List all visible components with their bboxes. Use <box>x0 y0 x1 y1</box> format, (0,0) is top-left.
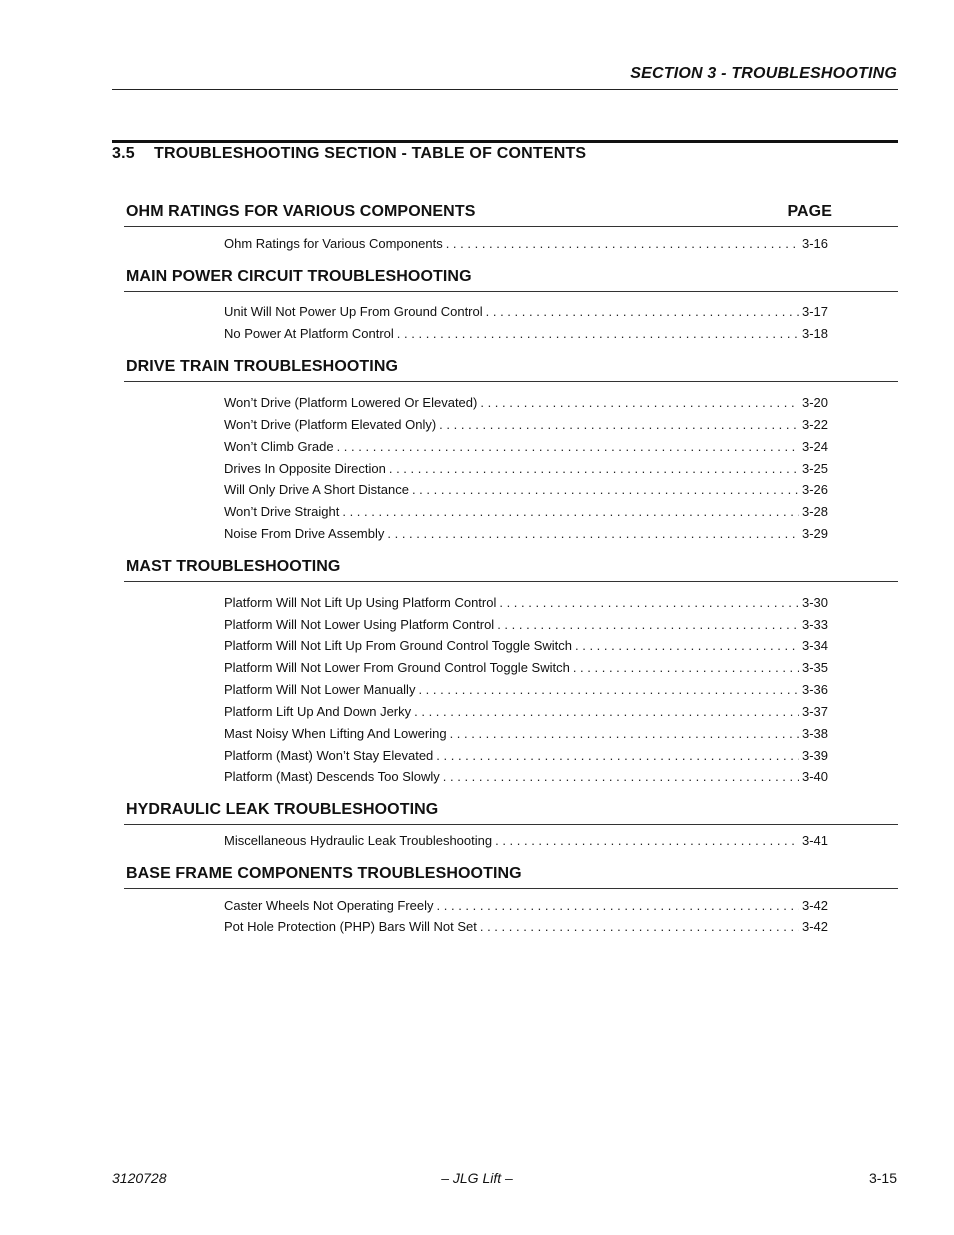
toc-entry[interactable] <box>224 461 828 476</box>
leader-dots <box>337 439 799 454</box>
leader-dots <box>575 638 799 653</box>
entry-page: 3-39 <box>801 748 828 763</box>
leader-dots <box>480 395 799 410</box>
toc-entry[interactable] <box>224 595 828 610</box>
entry-label: Platform (Mast) Descends Too Slowly <box>224 769 440 784</box>
entry-page: 3-24 <box>801 439 828 454</box>
section-number: 3.5 <box>112 145 135 162</box>
entry-page: 3-22 <box>801 417 828 432</box>
footer-page-number: 3-15 <box>868 1170 897 1186</box>
leader-dots <box>446 236 799 251</box>
entry-label: Won’t Drive (Platform Lowered Or Elevated) <box>224 395 478 410</box>
leader-dots <box>499 595 799 610</box>
entry-label: Miscellaneous Hydraulic Leak Troubleshooting <box>224 833 493 848</box>
entry-page: 3-35 <box>801 660 828 675</box>
entry-page: 3-28 <box>801 504 828 519</box>
entry-label: Platform Will Not Lift Up Using Platform Control <box>224 595 497 610</box>
group-heading-drive-train <box>126 358 832 376</box>
entry-label: No Power At Platform Control <box>224 326 394 341</box>
entry-page: 3-42 <box>801 898 828 913</box>
group-title: MAST TROUBLESHOOTING <box>126 558 341 575</box>
toc-entry[interactable] <box>224 682 828 697</box>
toc-entry[interactable] <box>224 919 828 934</box>
entry-page: 3-38 <box>801 726 828 741</box>
toc-entry[interactable] <box>224 748 828 763</box>
entry-page: 3-33 <box>801 617 828 632</box>
toc-entry[interactable] <box>224 726 828 741</box>
entry-label: Platform (Mast) Won’t Stay Elevated <box>224 748 434 763</box>
leader-dots <box>437 898 799 913</box>
toc-entry[interactable] <box>224 304 828 319</box>
group-title: DRIVE TRAIN TROUBLESHOOTING <box>126 358 399 375</box>
toc-entry[interactable] <box>224 236 828 251</box>
group-rule <box>124 888 898 889</box>
entry-label: Will Only Drive A Short Distance <box>224 482 409 497</box>
entry-label: Won’t Climb Grade <box>224 439 334 454</box>
entry-label: Pot Hole Protection (PHP) Bars Will Not Set <box>224 919 477 934</box>
group-heading-hydraulic <box>126 801 832 819</box>
entry-page: 3-34 <box>801 638 828 653</box>
leader-dots <box>443 769 799 784</box>
toc-entry[interactable] <box>224 417 828 432</box>
leader-dots <box>397 326 799 341</box>
leader-dots <box>387 526 799 541</box>
entry-page: 3-16 <box>801 236 828 251</box>
toc-entry[interactable] <box>224 326 828 341</box>
toc-entry[interactable] <box>224 526 828 541</box>
entry-page: 3-29 <box>801 526 828 541</box>
entry-page: 3-40 <box>801 769 828 784</box>
toc-entry[interactable] <box>224 482 828 497</box>
entry-page: 3-18 <box>801 326 828 341</box>
entry-label: Won’t Drive Straight <box>224 504 340 519</box>
entry-page: 3-20 <box>801 395 828 410</box>
entry-label: Won’t Drive (Platform Elevated Only) <box>224 417 437 432</box>
entry-label: Platform Will Not Lower Manually <box>224 682 416 697</box>
entry-label: Platform Will Not Lower From Ground Control Toggle Switch <box>224 660 570 675</box>
section-heading <box>112 145 586 163</box>
group-rule <box>124 291 898 292</box>
entry-page: 3-36 <box>801 682 828 697</box>
group-heading-ohm <box>126 203 832 221</box>
entry-page: 3-26 <box>801 482 828 497</box>
section-title: TROUBLESHOOTING SECTION - TABLE OF CONTENTS <box>154 145 587 162</box>
leader-dots <box>450 726 799 741</box>
page-column-header: PAGE <box>787 203 832 220</box>
entry-label: Noise From Drive Assembly <box>224 526 385 541</box>
leader-dots <box>389 461 799 476</box>
leader-dots <box>486 304 799 319</box>
entry-label: Ohm Ratings for Various Components <box>224 236 443 251</box>
entry-page: 3-25 <box>801 461 828 476</box>
leader-dots <box>414 704 799 719</box>
toc-entry[interactable] <box>224 395 828 410</box>
entry-label: Platform Will Not Lower Using Platform Control <box>224 617 495 632</box>
group-title: HYDRAULIC LEAK TROUBLESHOOTING <box>126 801 439 818</box>
toc-entry[interactable] <box>224 617 828 632</box>
entry-page: 3-30 <box>801 595 828 610</box>
leader-dots <box>480 919 799 934</box>
header-rule <box>112 89 898 90</box>
group-heading-mast <box>126 558 832 576</box>
page-header-title: SECTION 3 - TROUBLESHOOTING <box>630 65 897 82</box>
leader-dots <box>418 682 799 697</box>
entry-label: Drives In Opposite Direction <box>224 461 386 476</box>
toc-entry[interactable] <box>224 660 828 675</box>
toc-entry[interactable] <box>224 638 828 653</box>
leader-dots <box>436 748 799 763</box>
entry-page: 3-17 <box>801 304 828 319</box>
toc-entry[interactable] <box>224 769 828 784</box>
leader-dots <box>412 482 799 497</box>
leader-dots <box>342 504 799 519</box>
footer-doc-number: 3120728 <box>112 1170 167 1186</box>
entry-label: Mast Noisy When Lifting And Lowering <box>224 726 447 741</box>
leader-dots <box>573 660 799 675</box>
entry-label: Platform Will Not Lift Up From Ground Control Toggle Switch <box>224 638 572 653</box>
toc-entry[interactable] <box>224 833 828 848</box>
footer-brand: – JLG Lift – <box>441 1170 513 1186</box>
toc-entry[interactable] <box>224 898 828 913</box>
section-rule <box>112 140 898 143</box>
entry-page: 3-42 <box>801 919 828 934</box>
group-heading-base-frame <box>126 865 832 883</box>
group-rule <box>124 824 898 825</box>
group-title: MAIN POWER CIRCUIT TROUBLESHOOTING <box>126 268 472 285</box>
group-rule <box>124 226 898 227</box>
leader-dots <box>497 617 799 632</box>
group-title: BASE FRAME COMPONENTS TROUBLESHOOTING <box>126 865 522 882</box>
toc-entry[interactable] <box>224 704 828 719</box>
group-rule <box>124 381 898 382</box>
entry-page: 3-37 <box>801 704 828 719</box>
leader-dots <box>439 417 799 432</box>
entry-page: 3-41 <box>801 833 828 848</box>
leader-dots <box>495 833 799 848</box>
entry-label: Caster Wheels Not Operating Freely <box>224 898 434 913</box>
entry-label: Unit Will Not Power Up From Ground Control <box>224 304 483 319</box>
group-heading-main-power <box>126 268 832 286</box>
group-rule <box>124 581 898 582</box>
entry-label: Platform Lift Up And Down Jerky <box>224 704 412 719</box>
toc-entry[interactable] <box>224 439 828 454</box>
toc-entry[interactable] <box>224 504 828 519</box>
group-title: OHM RATINGS FOR VARIOUS COMPONENTS <box>126 203 476 220</box>
